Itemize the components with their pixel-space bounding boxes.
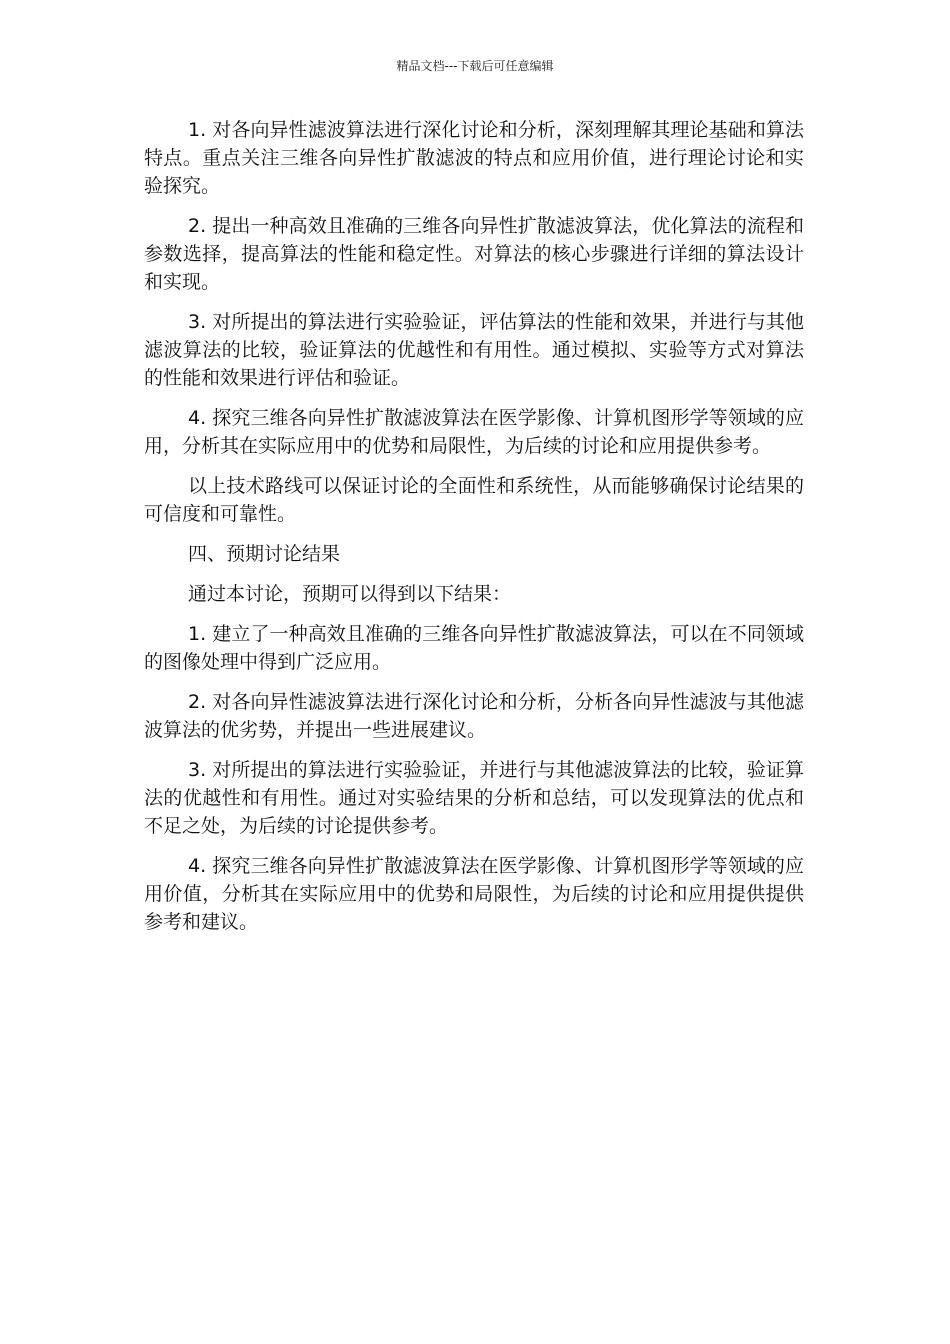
paragraph-expected-result-2: 2. 对各向异性滤波算法进行深化讨论和分析，分析各向异性滤波与其他滤波算法的优劣势，并提出一些进展建议。 [144,691,804,741]
document-body [144,116,804,948]
paragraph-technical-route-3: 3. 对所提出的算法进行实验验证，评估算法的性能和效果，并进行与其他滤波算法的比较，验证算法的优越性和有用性。通过模拟、实验等方式对算法的性能和效果进行评估和验证。 [144,311,804,389]
paragraph-route-summary: 以上技术路线可以保证讨论的全面性和系统性，从而能够确保讨论结果的可信度和可靠性。 [144,475,804,525]
paragraph-expected-result-4: 4. 探究三维各向异性扩散滤波算法在医学影像、计算机图形学等领域的应用价值，分析其在实际应用中的优势和局限性，为后续的讨论和应用提供提供参考和建议。 [144,855,804,933]
paragraph-expected-result-3: 3. 对所提出的算法进行实验验证，并进行与其他滤波算法的比较，验证算法的优越性和有用性。通过对实验结果的分析和总结，可以发现算法的优点和不足之处，为后续的讨论提供参考。 [144,759,804,837]
paragraph-technical-route-1: 1. 对各向异性滤波算法进行深化讨论和分析，深刻理解其理论基础和算法特点。重点关注三维各向异性扩散滤波的特点和应用价值，进行理论讨论和实验探究。 [144,119,804,197]
section-heading-expected-results: 四、预期讨论结果 [188,543,341,565]
paragraph-expected-result-1: 1. 建立了一种高效且准确的三维各向异性扩散滤波算法，可以在不同领域的图像处理中得到广泛应用。 [144,623,804,673]
paragraph-technical-route-4: 4. 探究三维各向异性扩散滤波算法在医学影像、计算机图形学等领域的应用，分析其在实际应用中的优势和局限性，为后续的讨论和应用提供参考。 [144,407,804,457]
paragraph-expected-intro: 通过本讨论，预期可以得到以下结果： [188,583,512,605]
page-header: 精品文档---下载后可任意编辑 [396,59,554,73]
paragraph-technical-route-2: 2. 提出一种高效且准确的三维各向异性扩散滤波算法，优化算法的流程和参数选择，提高算法的性能和稳定性。对算法的核心步骤进行详细的算法设计和实现。 [144,215,804,293]
